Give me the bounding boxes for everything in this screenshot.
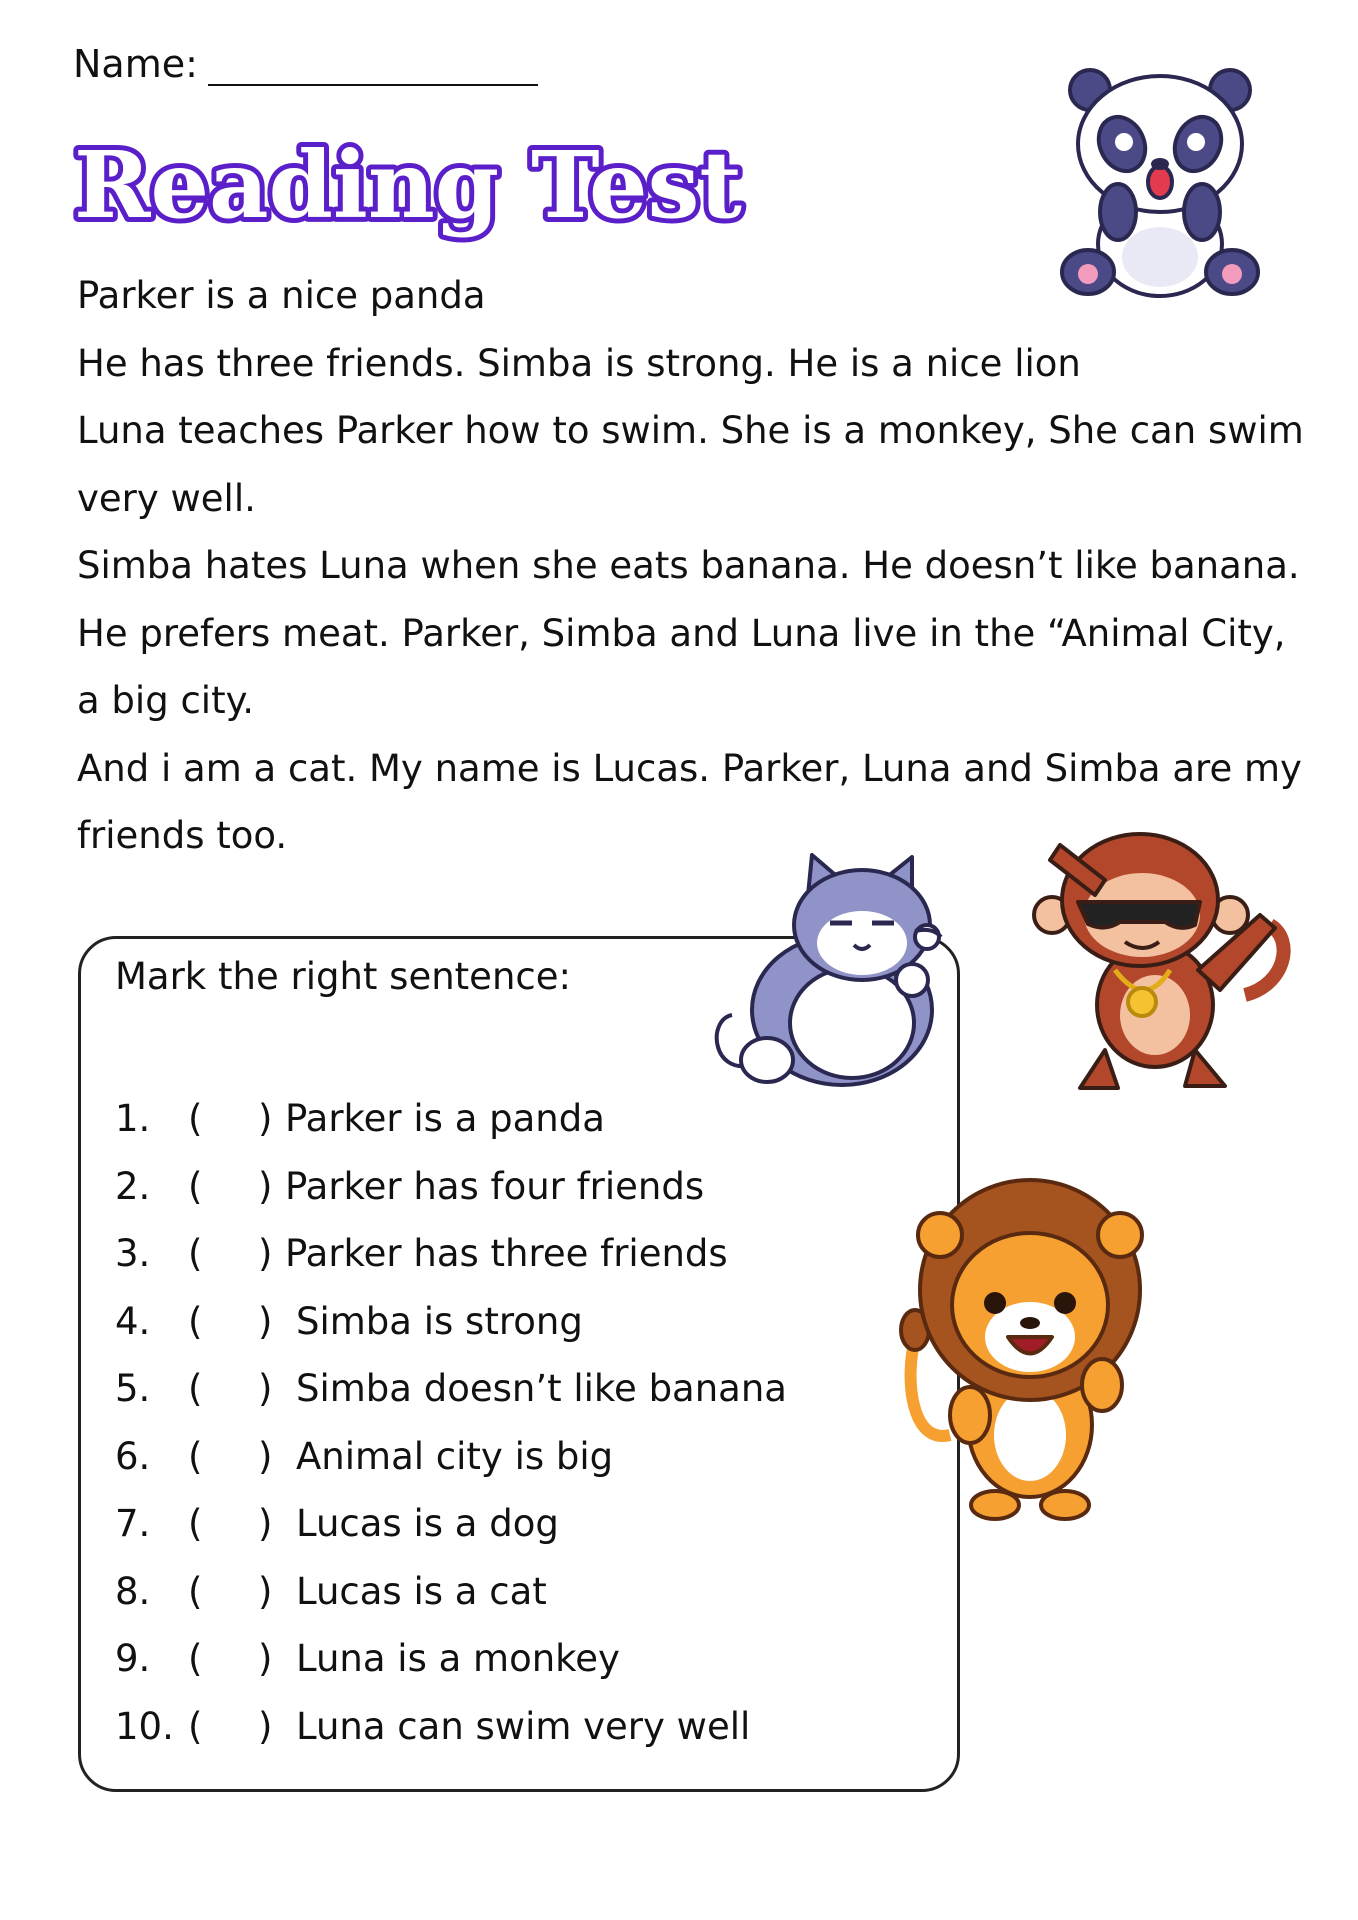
answer-blank-open[interactable]: ( [188,1232,203,1275]
quiz-item-text: Simba is strong [296,1299,583,1343]
name-field-row [73,42,538,86]
answer-blank-close[interactable]: ) [258,1164,273,1208]
answer-blank-open[interactable]: ( [188,1569,203,1613]
lion-illustration [880,1165,1180,1525]
story-line: And i am a cat. My name is Lucas. Parker, Luna and Simba are my friends too. [77,746,1302,857]
story-line: Parker is a nice panda [77,274,486,317]
quiz-item-text: Luna is a monkey [296,1637,620,1680]
answer-blank-open[interactable]: ( [188,1299,203,1343]
quiz-item-number: 2. [115,1164,151,1208]
quiz-item-text: Luna can swim very well [296,1704,751,1748]
name-blank-line[interactable] [208,50,538,86]
quiz-title: Mark the right sentence: [115,955,571,998]
quiz-item-number: 8. [115,1569,151,1613]
answer-blank-close[interactable]: ) [258,1637,273,1680]
answer-blank-close[interactable]: ) [258,1097,273,1140]
answer-blank-close[interactable]: ) [258,1569,273,1613]
story-line: He has three friends. Simba is strong. He is a nice lion [77,341,1081,385]
quiz-item-text: Animal city is big [296,1434,614,1478]
answer-blank-close[interactable]: ) [258,1434,273,1478]
quiz-item-number: 9. [115,1637,151,1680]
answer-blank-open[interactable]: ( [188,1704,203,1748]
quiz-item-number: 5. [115,1367,151,1410]
answer-blank-open[interactable]: ( [188,1097,203,1140]
story-line: Simba hates Luna when she eats banana. He doesn’t like banana. He prefers meat. Parker, Simba and Luna live in the “Animal City, a big city. [77,544,1300,722]
quiz-item-text: Simba doesn’t like banana [296,1367,787,1410]
story-line: Luna teaches Parker how to swim. She is a monkey, She can swim very well. [77,409,1304,520]
title-text: Reading Test [74,131,742,239]
page-title [70,125,770,245]
quiz-item-text: Parker is a panda [285,1097,605,1140]
answer-blank-close[interactable]: ) [258,1232,273,1275]
answer-blank-open[interactable]: ( [188,1502,203,1545]
answer-blank-open[interactable]: ( [188,1164,203,1208]
quiz-item-number: 3. [115,1232,151,1275]
answer-blank-open[interactable]: ( [188,1637,203,1680]
name-label: Name: [73,42,198,86]
monkey-illustration [1030,820,1305,1100]
quiz-item-number: 10. [115,1704,174,1748]
panda-illustration [1060,62,1265,302]
quiz-item-number: 1. [115,1097,151,1140]
title-svg [70,125,770,245]
quiz-item-text: Lucas is a cat [296,1569,547,1613]
quiz-item-text: Parker has three friends [285,1232,728,1275]
answer-blank-open[interactable]: ( [188,1367,203,1410]
answer-blank-close[interactable]: ) [258,1299,273,1343]
answer-blank-close[interactable]: ) [258,1502,273,1545]
cat-illustration [712,845,992,1095]
answer-blank-open[interactable]: ( [188,1434,203,1478]
answer-blank-close[interactable]: ) [258,1704,273,1748]
quiz-item-number: 4. [115,1299,151,1343]
quiz-item-number: 6. [115,1434,151,1478]
answer-blank-close[interactable]: ) [258,1367,273,1410]
quiz-item-number: 7. [115,1502,151,1545]
quiz-item-text: Lucas is a dog [296,1502,559,1545]
story-text [77,262,1327,870]
quiz-item-text: Parker has four friends [285,1164,705,1208]
